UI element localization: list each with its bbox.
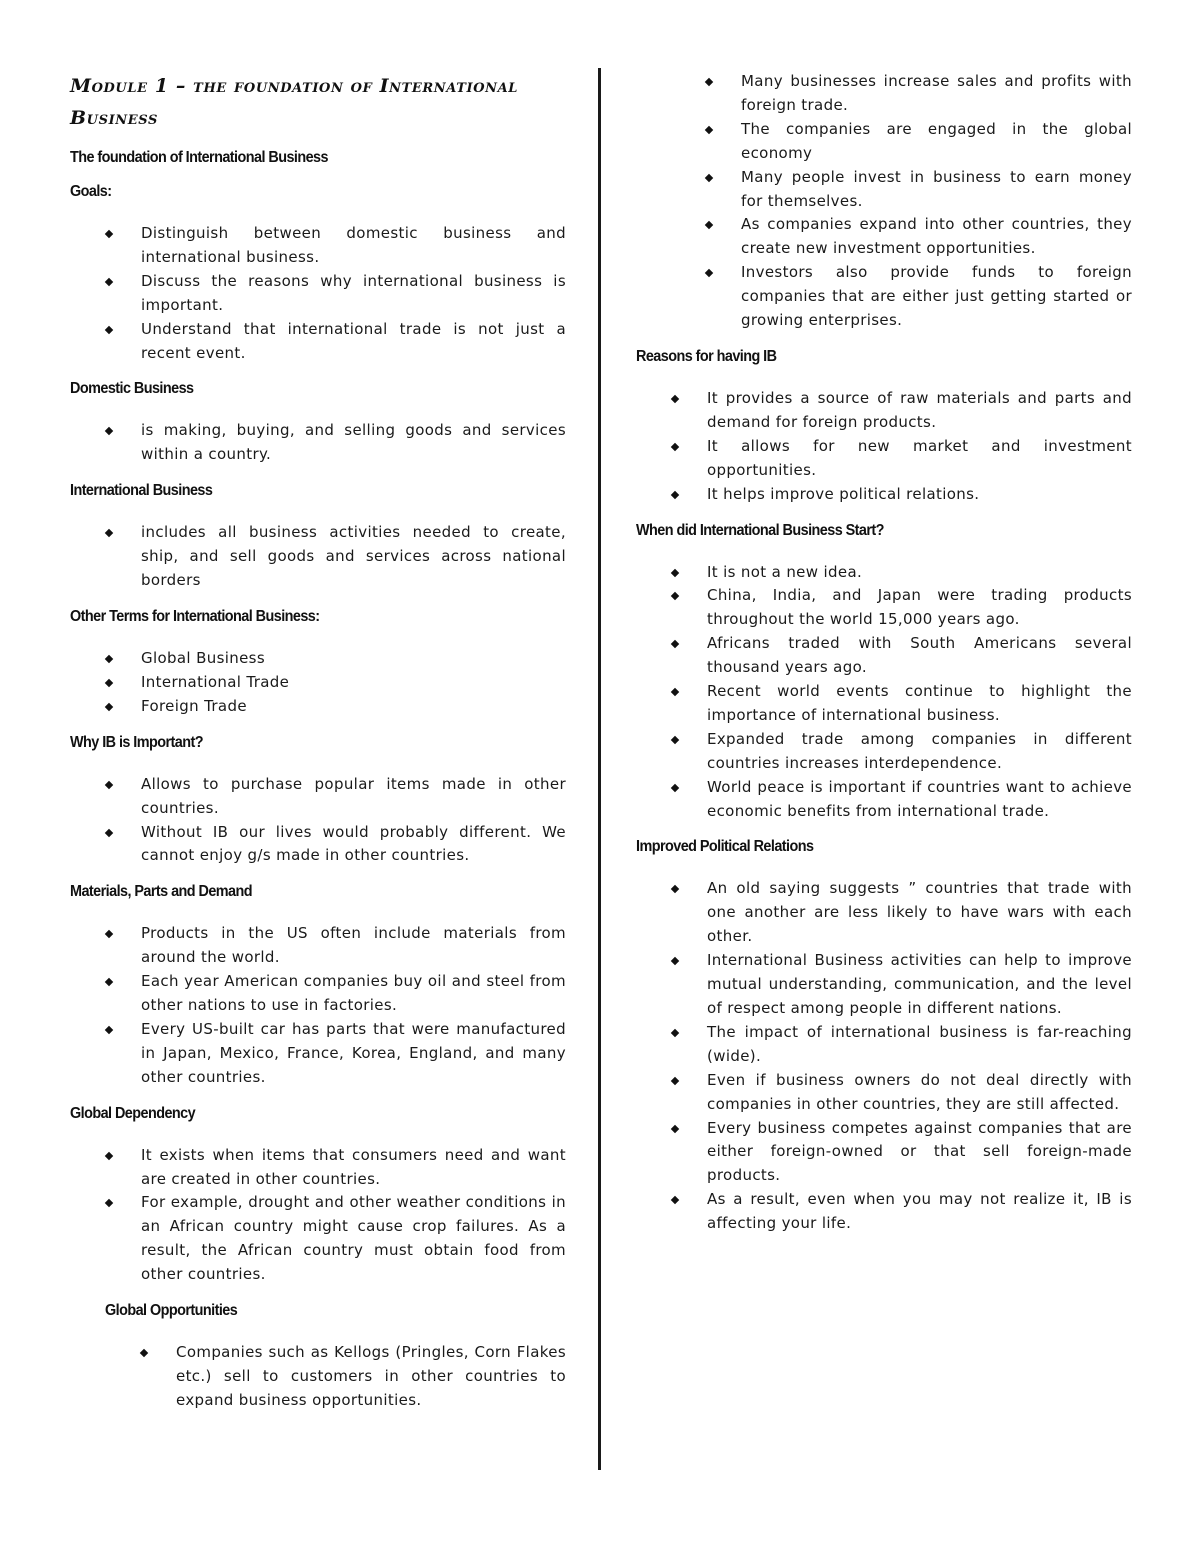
list-item: Investors also provide funds to foreign companies that are either just getting started or growing enterprises. [636,261,1132,333]
list-item: World peace is important if countries want to achieve economic benefits from international trade. [636,776,1132,824]
list-item: The impact of international business is far-reaching (wide). [636,1021,1132,1069]
bullet-list [70,419,566,467]
section-heading: Improved Political Relations [636,838,814,856]
left-column [70,70,566,1427]
bullet-list [636,387,1132,507]
list-item: Every US-built car has parts that were manufactured in Japan, Mexico, France, Korea, England, and many other countries. [70,1018,566,1090]
section-domestic-business [70,379,566,467]
list-item: Discuss the reasons why international business is important. [70,270,566,318]
list-item: Many people invest in business to earn money for themselves. [636,166,1132,214]
section-global-opportunities-continued [636,70,1132,333]
section-heading: Global Opportunities [105,1302,238,1320]
section-why-ib-important [70,733,566,869]
bullet-list [636,561,1132,824]
bullet-list [70,922,566,1089]
list-item: It allows for new market and investment opportunities. [636,435,1132,483]
list-item: As a result, even when you may not realize it, IB is affecting your life. [636,1188,1132,1236]
section-heading: Global Dependency [70,1104,196,1122]
section-materials-parts-demand [70,882,566,1089]
list-item: For example, drought and other weather conditions in an African country might cause crop failures. As a result, the African country must obtain food from other countries. [70,1191,566,1287]
list-item: International Trade [70,671,566,695]
list-item: An old saying suggests ” countries that trade with one another are less likely to have wars with each other. [636,877,1132,949]
bullet-list [636,70,1132,333]
list-item: Without IB our lives would probably different. We cannot enjoy g/s made in other countries. [70,821,566,869]
section-when-did-ib-start [636,521,1132,824]
list-item: Allows to purchase popular items made in other countries. [70,773,566,821]
section-heading: Reasons for having IB [636,347,777,365]
list-item: Global Business [70,647,566,671]
list-item: Many businesses increase sales and profits with foreign trade. [636,70,1132,118]
section-global-dependency [70,1104,566,1287]
list-item: It exists when items that consumers need and want are created in other countries. [70,1144,566,1192]
section-heading: The foundation of International Business [70,149,328,166]
list-item: Recent world events continue to highlight the importance of international business. [636,680,1132,728]
section-goals [70,182,566,365]
bullet-list [70,222,566,365]
bullet-list [70,1144,566,1287]
bullet-list [70,773,566,869]
list-item: The companies are engaged in the global economy [636,118,1132,166]
section-other-terms [70,607,566,719]
list-item: It helps improve political relations. [636,483,1132,507]
list-item: China, India, and Japan were trading products throughout the world 15,000 years ago. [636,584,1132,632]
list-item: Every business competes against companies that are either foreign-owned or that sell foreign-made products. [636,1117,1132,1189]
list-item: Expanded trade among companies in different countries increases interdependence. [636,728,1132,776]
list-item: As companies expand into other countries, they create new investment opportunities. [636,213,1132,261]
list-item: It is not a new idea. [636,561,1132,585]
section-global-opportunities [70,1301,566,1413]
list-item: It provides a source of raw materials and parts and demand for foreign products. [636,387,1132,435]
bullet-list [636,877,1132,1236]
section-international-business [70,481,566,593]
module-title: Module 1 – the foundation of International Business [70,75,519,129]
section-heading: Domestic Business [70,380,194,398]
section-reasons-for-ib [636,347,1132,507]
list-item: Products in the US often include materials from around the world. [70,922,566,970]
list-item: Distinguish between domestic business and international business. [70,222,566,270]
list-item: includes all business activities needed to create, ship, and sell goods and services across national borders [70,521,566,593]
list-item: Africans traded with South Americans several thousand years ago. [636,632,1132,680]
bullet-list [70,521,566,593]
column-divider [598,68,601,1470]
bullet-list [105,1341,566,1413]
section-heading: Why IB is Important? [70,733,204,751]
list-item: is making, buying, and selling goods and services within a country. [70,419,566,467]
bullet-list [70,647,566,719]
section-heading: Materials, Parts and Demand [70,883,253,901]
section-heading: International Business [70,482,213,500]
section-improved-political-relations [636,837,1132,1236]
list-item: Foreign Trade [70,695,566,719]
list-item: Each year American companies buy oil and steel from other nations to use in factories. [70,970,566,1018]
list-item: Even if business owners do not deal directly with companies in other countries, they are still affected. [636,1069,1132,1117]
list-item: Understand that international trade is not just a recent event. [70,318,566,366]
list-item: Companies such as Kellogs (Pringles, Corn Flakes etc.) sell to customers in other countries to expand business opportunities. [105,1341,566,1413]
right-column [636,70,1132,1250]
section-heading: Goals: [70,183,112,200]
section-heading: When did International Business Start? [636,521,884,539]
section-heading: Other Terms for International Business: [70,607,320,625]
section-foundation [70,148,566,168]
list-item: International Business activities can help to improve mutual understanding, communication, and the level of respect among people in different nations. [636,949,1132,1021]
